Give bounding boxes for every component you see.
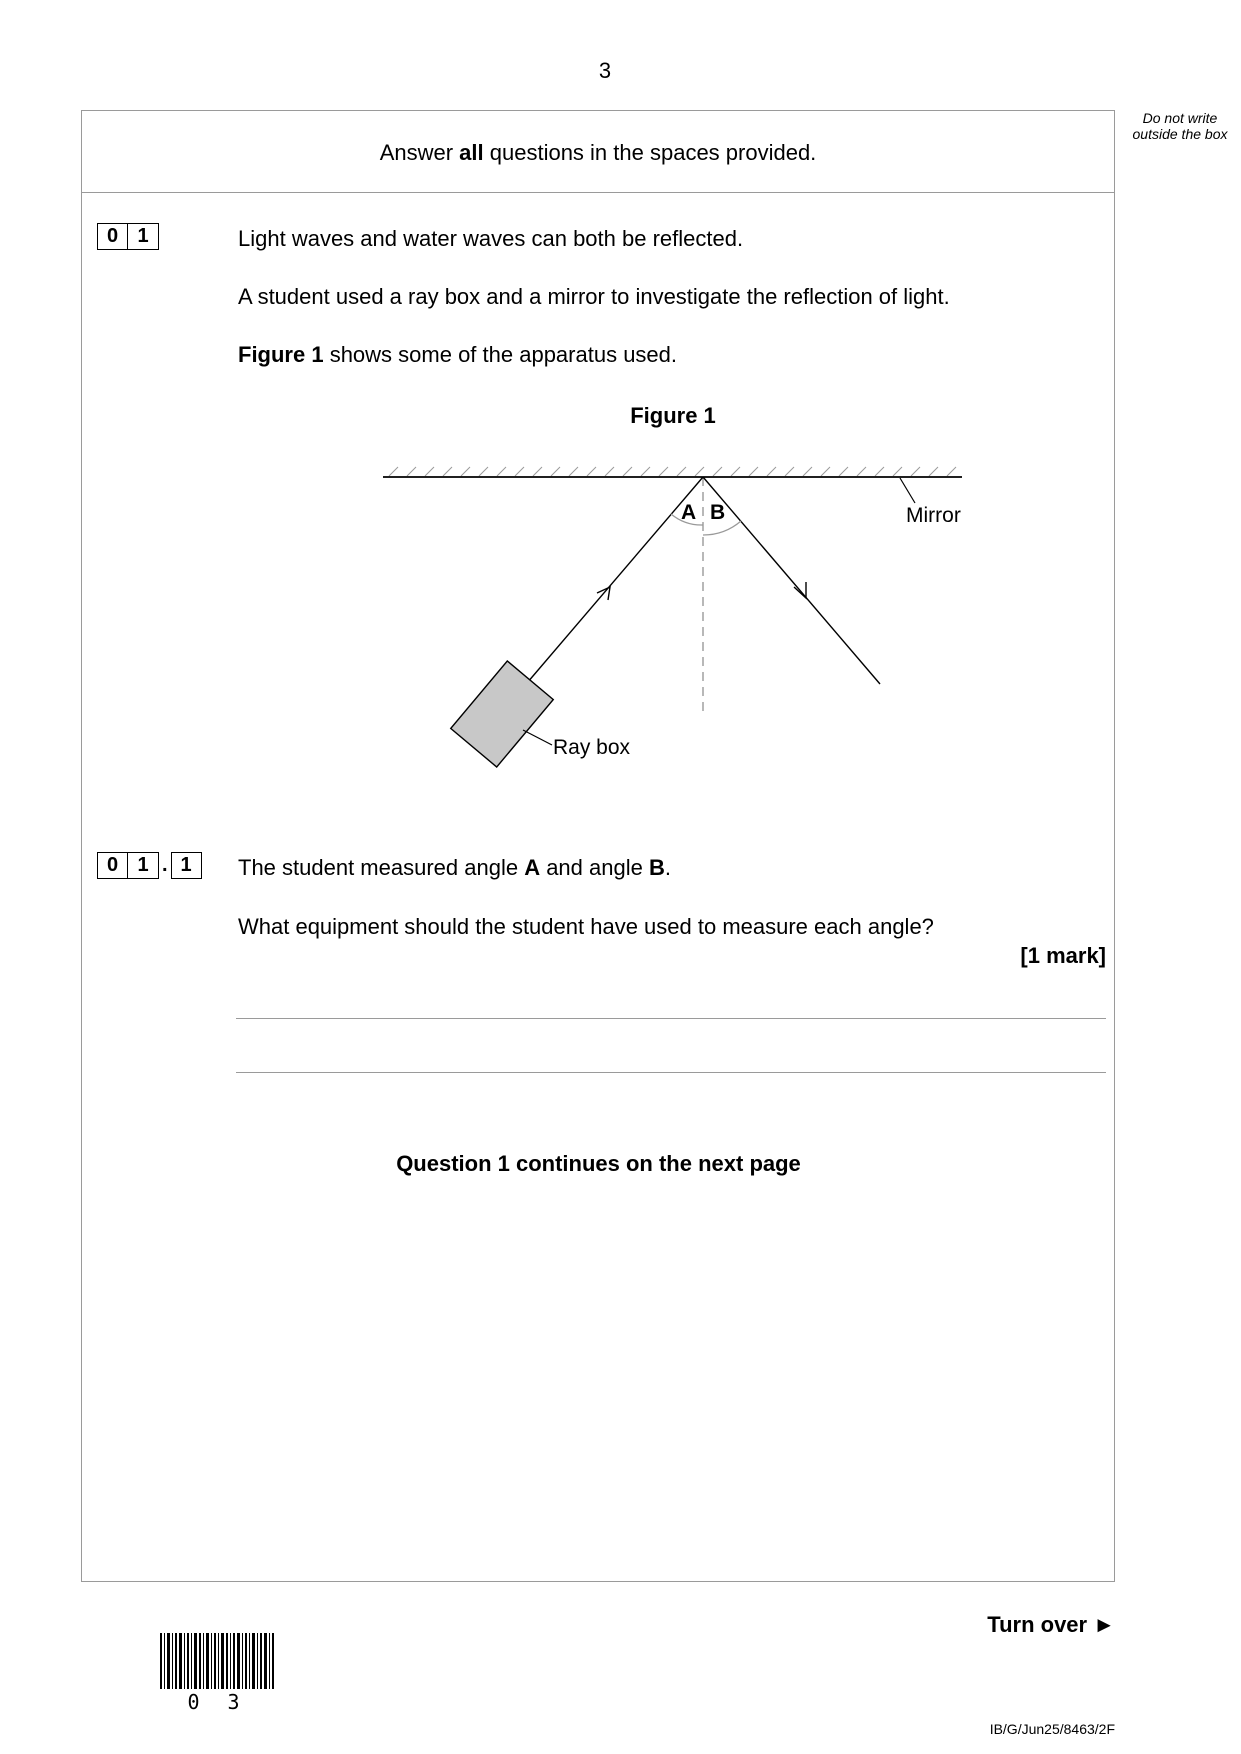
answer-line[interactable] bbox=[236, 1072, 1106, 1073]
question-digit: 1 bbox=[128, 852, 159, 879]
question-digit: 0 bbox=[97, 852, 128, 879]
mirror-label: Mirror bbox=[906, 504, 961, 527]
question-digit: 0 bbox=[97, 223, 128, 250]
q1-1-line-2: What equipment should the student have used to measure each angle? bbox=[238, 914, 934, 939]
q1-1-text: The student measured angle bbox=[238, 855, 525, 880]
angle-b-label: B bbox=[710, 501, 726, 524]
page-number: 3 bbox=[598, 58, 612, 83]
question-number-01-1 bbox=[97, 852, 202, 879]
barcode bbox=[160, 1633, 275, 1689]
instruction-post: questions in the spaces provided. bbox=[483, 140, 817, 165]
reference-code: IB/G/Jun25/8463/2F bbox=[989, 1721, 1115, 1737]
margin-note: Do not write outside the box bbox=[1132, 110, 1228, 142]
question-number-separator: . bbox=[162, 854, 168, 876]
question-digit: 1 bbox=[171, 852, 202, 879]
q1-1-line-1 bbox=[238, 855, 671, 881]
instruction-bold: all bbox=[459, 140, 484, 165]
barcode-number: 0 3 bbox=[187, 1690, 248, 1714]
continues-note: Question 1 continues on the next page bbox=[396, 1151, 801, 1176]
figure-title: Figure 1 bbox=[630, 403, 716, 428]
figure-reference: Figure 1 bbox=[238, 342, 324, 367]
q1-1-angle-a: A bbox=[524, 855, 541, 880]
turn-over: Turn over ► bbox=[987, 1612, 1115, 1637]
q1-1-text: . bbox=[664, 855, 671, 880]
instruction-pre: Answer bbox=[379, 140, 460, 165]
marks-label: [1 mark] bbox=[1020, 943, 1106, 968]
mirror-hatching bbox=[389, 467, 956, 476]
answer-line[interactable] bbox=[236, 1018, 1106, 1019]
ray-box-label-leader bbox=[523, 730, 552, 745]
q1-line-3-rest: shows some of the apparatus used. bbox=[323, 342, 678, 367]
ray-box-label: Ray box bbox=[553, 736, 631, 759]
q1-1-angle-b: B bbox=[648, 855, 665, 880]
reflected-ray bbox=[703, 477, 880, 684]
angle-a-label: A bbox=[681, 501, 697, 524]
question-digit: 1 bbox=[128, 223, 159, 250]
incident-ray bbox=[527, 477, 703, 683]
q1-line-2: A student used a ray box and a mirror to investigate the reflection of light. bbox=[238, 284, 950, 309]
q1-line-1: Light waves and water waves can both be reflected. bbox=[238, 226, 744, 251]
q1-1-text: and angle bbox=[540, 855, 649, 880]
mirror-label-leader bbox=[900, 478, 915, 503]
ray-box bbox=[451, 661, 554, 767]
